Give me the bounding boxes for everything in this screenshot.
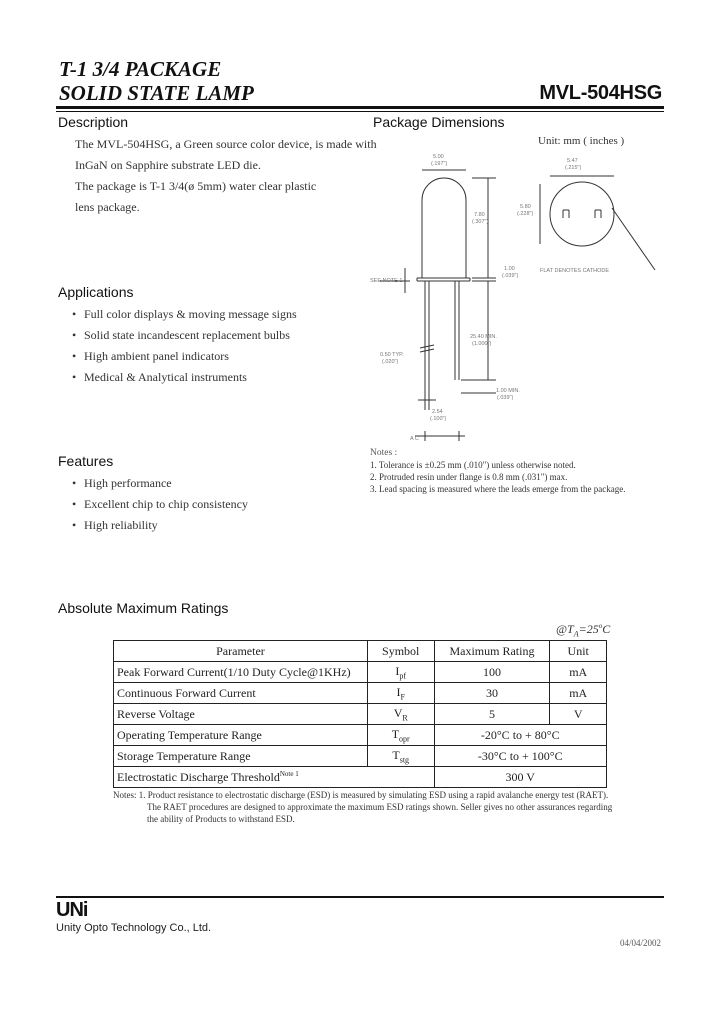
dim-lead-end: 1.00 MIN. [496,388,520,394]
dim-flange: 1.00 [504,266,515,272]
table-row: Continuous Forward Current $I_F$ 30 mA [114,683,607,704]
dim-sep: SEE NOTE 1 [370,278,403,284]
company-logo: UNi [56,899,88,921]
dimension-note: 1. Tolerance is ±0.25 mm (.010") unless otherwise noted. [370,460,576,470]
list-item: • Medical & Analytical instruments [72,370,247,384]
dim-lead-width: 0.50 TYP. [380,352,404,358]
ratings-note: the ability of Products to withstand ESD. [147,814,295,824]
description-line: The package is T-1 3/4(ø 5mm) water clear plastic [75,179,317,193]
svg-text:(1.000"): (1.000") [472,341,492,347]
svg-text:(.039"): (.039") [502,273,519,279]
dimension-note: 2. Protruded resin under flange is 0.8 mm (.031") max. [370,472,568,482]
list-item: • High reliability [72,518,158,532]
svg-text:(.020"): (.020") [382,359,399,365]
title-line2: SOLID STATE LAMP [59,81,254,105]
svg-text:(.100"): (.100") [430,416,447,422]
ratings-note: The RAET procedures are designed to approximate the maximum ESD ratings shown. Seller gives no other assurances regarding [147,802,613,812]
flat-label: FLAT DENOTES CATHODE [540,268,610,274]
document-date: 04/04/2002 [620,938,662,948]
model-number: MVL-504HSG [539,82,662,104]
description-heading: Description [58,114,129,130]
col-header-parameter: Parameter [114,641,368,662]
dim-top: 5.00 [433,154,444,160]
applications-heading: Applications [58,284,134,300]
list-item: • Full color displays & moving message signs [72,307,297,321]
col-header-max-rating: Maximum Rating [434,641,550,662]
features-heading: Features [58,453,114,469]
list-item: • High ambient panel indicators [72,349,229,363]
table-header-row [114,641,607,662]
dimension-note: 3. Lead spacing is measured where the leads emerge from the package. [370,484,626,494]
ratings-heading: Absolute Maximum Ratings [58,600,229,616]
dim-lead-len: 25.40 MIN. [470,334,497,340]
table-row: Reverse Voltage $V_R$ 5 V [114,704,607,725]
header-rule-thick [56,106,664,109]
svg-text:(.215"): (.215") [565,165,582,171]
table-row: Electrostatic Discharge Threshold$^{Note 1}$ 300 V [114,767,607,788]
ratings-note: Notes: 1. Product resistance to electrostatic discharge (ESD) is measured by simulating ESD using a rapid avalanche energy test (RAET). [113,790,609,800]
svg-text:(.197"): (.197") [431,161,448,167]
svg-text:(.307"): (.307") [472,219,489,225]
applications-list [72,304,297,388]
header-rule-thin [56,111,664,112]
footer-rule [56,896,664,898]
dim-side: 5.47 [567,158,578,164]
ratings-notes [113,789,633,825]
package-dimension-drawing [360,148,660,448]
ratings-table [113,640,607,788]
table-row: Storage Temperature Range $T_{stg}$ -30°C to + 100°C [114,746,607,767]
list-item: • High performance [72,476,172,490]
unit-label: Unit: mm ( inches ) [538,135,625,147]
flat-leader-line [612,208,655,270]
dim-pitch: 2.54 [432,409,443,415]
features-list [72,473,248,536]
table-row: Peak Forward Current(1/10 Duty Cycle@1KHz) $I_{pf}$ 100 mA [114,662,607,683]
package-dimensions-heading: Package Dimensions [373,114,505,130]
ratings-condition: $@T_A=25^oC$ [556,622,611,639]
led-top-view [550,182,614,246]
description-text [75,137,377,221]
company-name: Unity Opto Technology Co., Ltd. [56,922,212,934]
description-line: lens package. [75,200,140,214]
dimension-notes [370,459,625,495]
list-item: • Solid state incandescent replacement bulbs [72,328,290,342]
dimension-notes-heading: Notes : [370,448,398,458]
table-row: Operating Temperature Range $T_{opr}$ -20°C to + 80°C [114,725,607,746]
led-body-outline [422,178,466,278]
list-item: • Excellent chip to chip consistency [72,497,248,511]
dim-body: 5.80 [520,204,531,210]
description-line: InGaN on Sapphire substrate LED die. [75,158,261,172]
dim-height: 7.80 [474,212,485,218]
col-header-unit: Unit [550,641,607,662]
title-line1: T-1 3/4 PACKAGE [59,57,222,81]
svg-text:(.228"): (.228") [517,211,534,217]
dim-anode-cathode: A C [410,436,419,442]
col-header-symbol: Symbol [367,641,434,662]
svg-text:(.039"): (.039") [497,395,514,401]
description-line: The MVL-504HSG, a Green source color device, is made with [75,137,377,151]
